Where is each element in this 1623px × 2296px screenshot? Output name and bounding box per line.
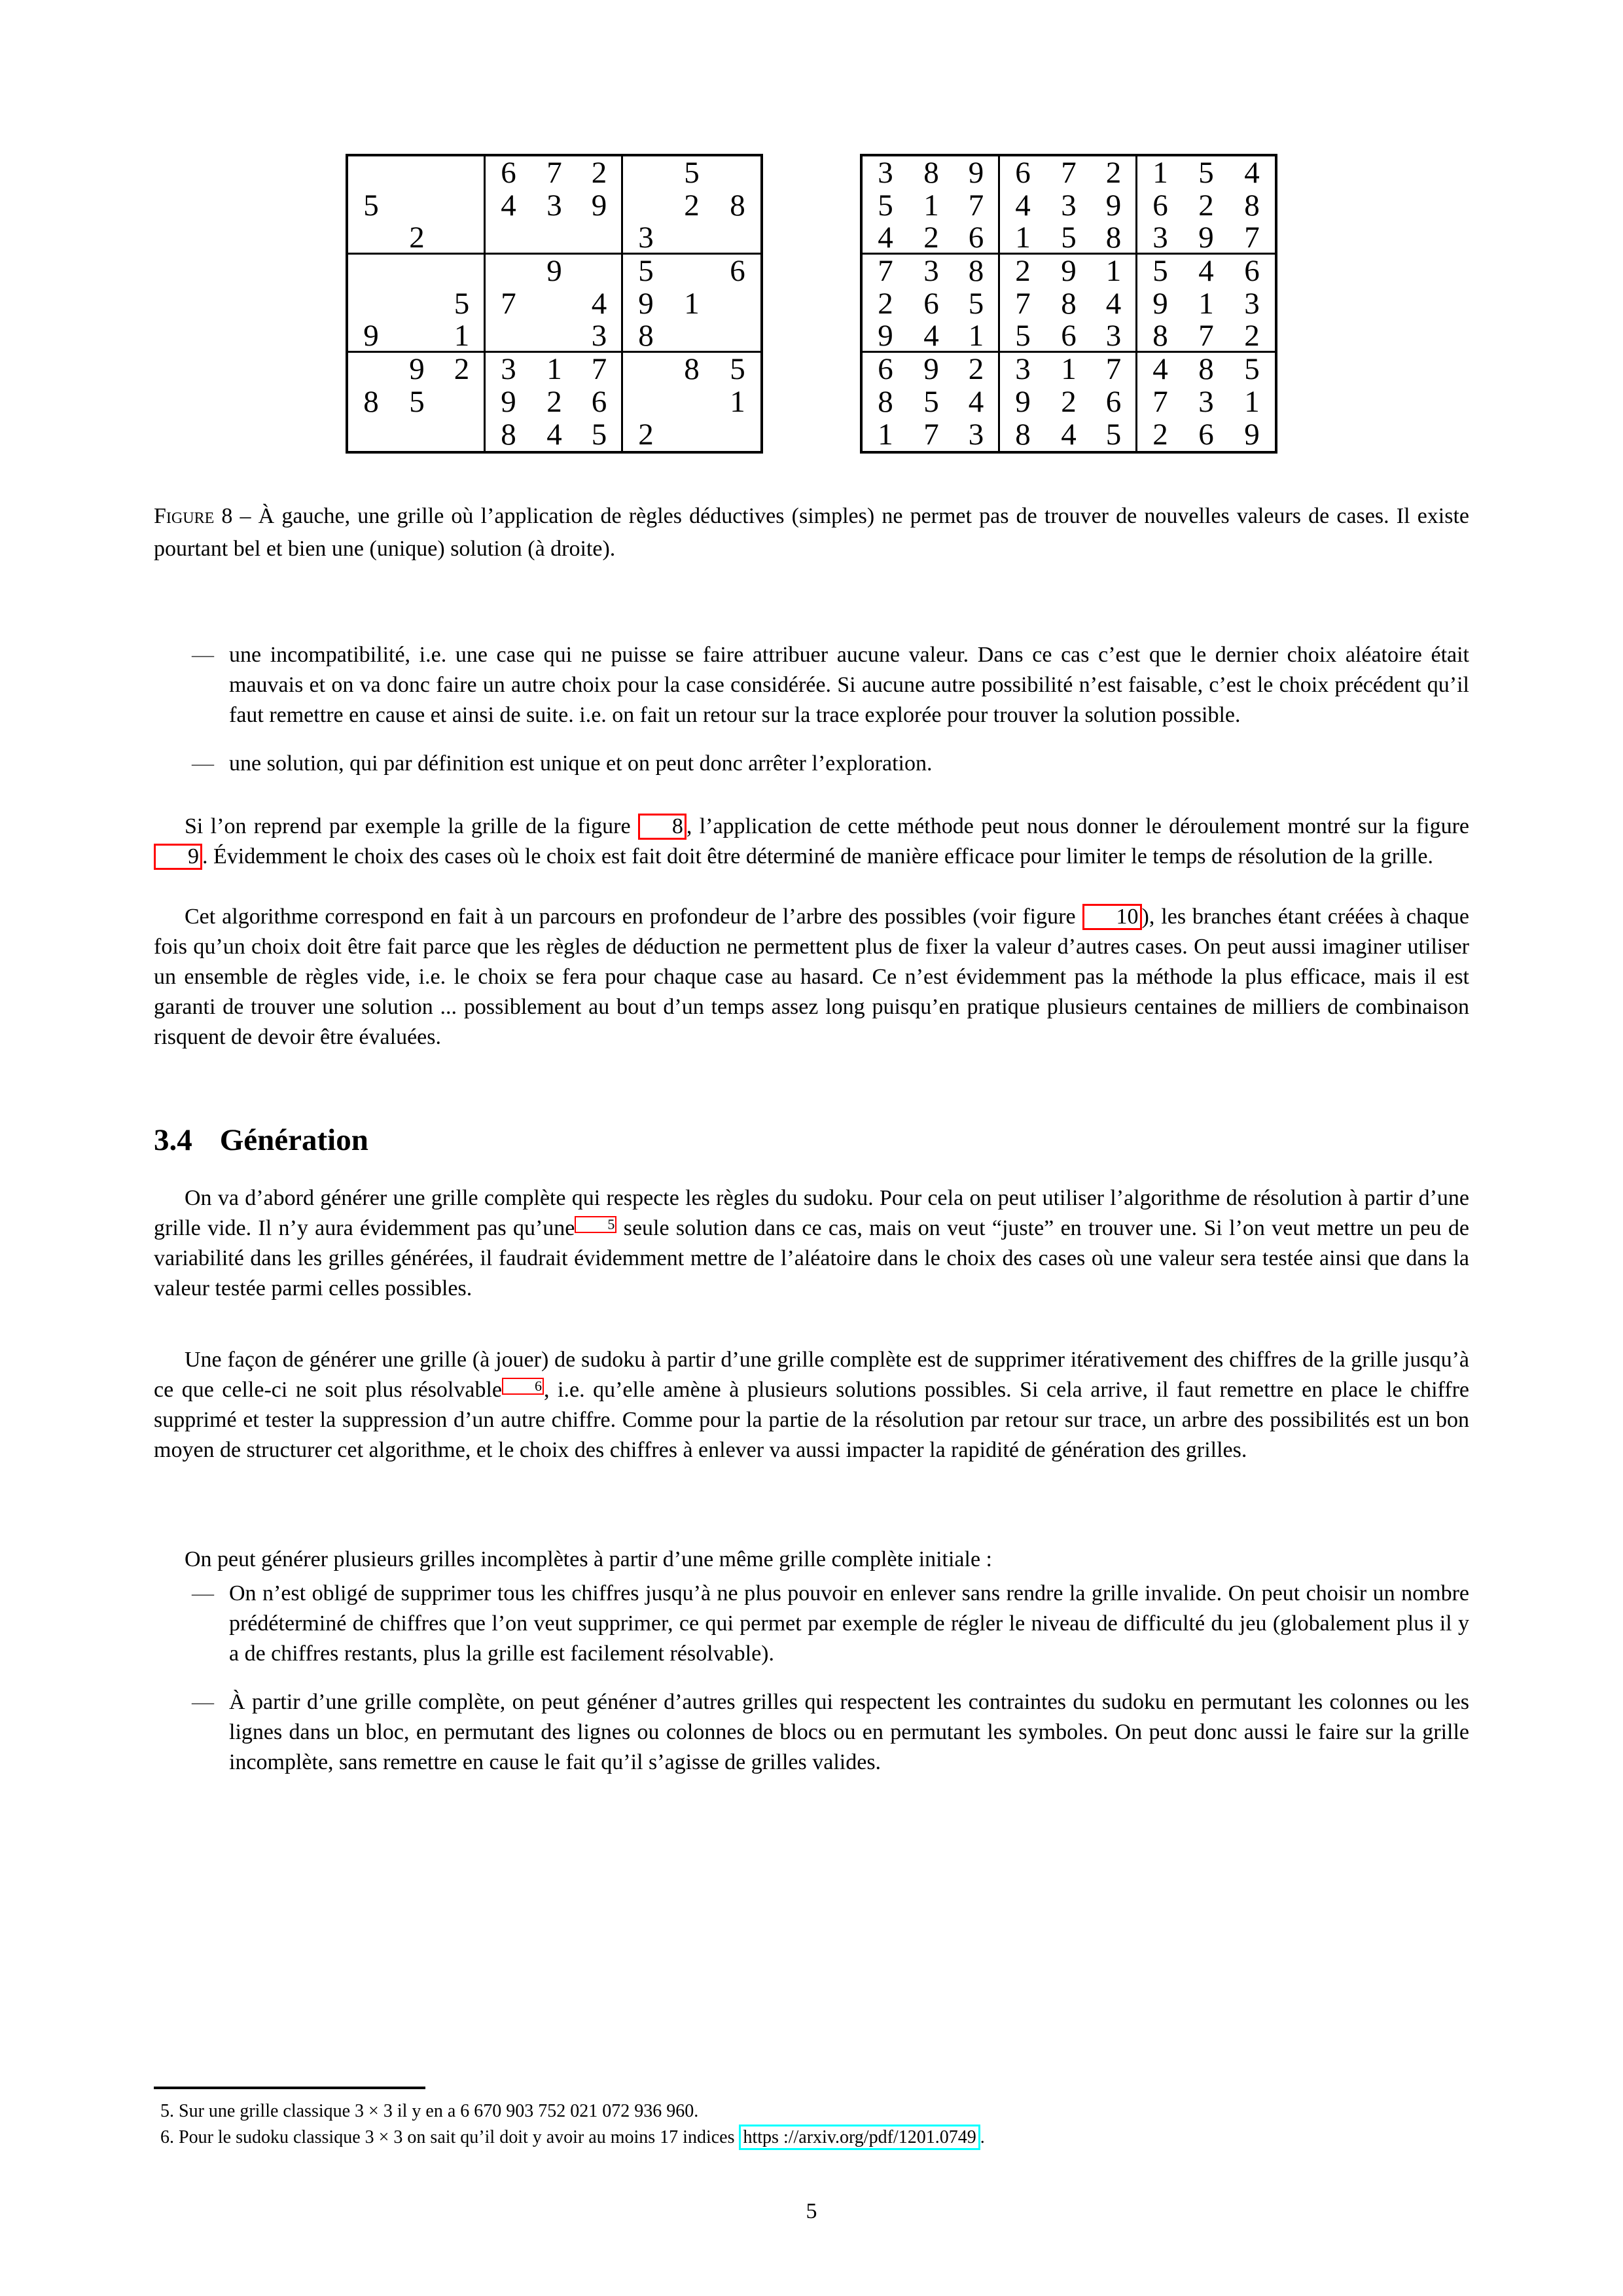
- list-item: [154, 1579, 1469, 1669]
- sudoku-cell: 1: [878, 418, 893, 452]
- sudoku-cell: [440, 255, 486, 287]
- sudoku-cell: 2: [954, 353, 1000, 386]
- sudoku-cell: 6: [1015, 156, 1031, 190]
- figure-caption-text: À gauche, une grille où l’application de règles déductives (simples) ne permet pas de trouver de nouvelles valeurs de cases. Il existe pourtant bel et bien une (unique) solution (à droite).: [154, 504, 1470, 561]
- sudoku-cell: 8: [878, 385, 893, 419]
- paragraph-generation-1: [154, 1183, 1469, 1304]
- footnote-rule: [154, 2087, 425, 2089]
- footnote-text: Sur une grille classique 3 × 3 il y en a 6 670 903 752 021 072 936 960.: [174, 2101, 699, 2121]
- sudoku-cell: [715, 222, 760, 255]
- sudoku-cell: 3: [1015, 352, 1031, 386]
- sudoku-cell: [623, 156, 669, 189]
- sudoku-cell: 5: [440, 287, 486, 320]
- sudoku-cell: [623, 386, 669, 418]
- sudoku-cell: [715, 156, 760, 189]
- sudoku-cell: 4: [501, 188, 516, 223]
- figure-caption: [154, 500, 1469, 565]
- sudoku-cell: 5: [1046, 222, 1092, 255]
- sudoku-cell: 2: [1152, 418, 1168, 452]
- sudoku-cell: 3: [577, 320, 623, 353]
- sudoku-cell: 3: [878, 156, 893, 190]
- sudoku-cell: 9: [954, 156, 1000, 189]
- sudoku-cell: 2: [878, 287, 893, 321]
- list-item: [154, 1687, 1469, 1778]
- section-heading: [154, 1123, 1469, 1157]
- sudoku-cell: 7: [1183, 320, 1229, 353]
- sudoku-cell: 9: [409, 352, 425, 386]
- section-number: 3.4: [154, 1123, 192, 1157]
- sudoku-cell: 9: [923, 352, 939, 386]
- paragraph-text: ), les branches étant créées à chaque fois qu’un choix doit être fait parce que les règles de déduction ne permettent plus de fixer la valeur d’autres cases. On peut aussi imaginer utiliser un ensemble de règles vide, i.e. le choix se fera pour chaque case au hasard. Ce n’est évidemment pas la méthode la plus efficace, mais il est garanti de trouver une solution ... possiblement au bout d’un temps assez long puisqu’en pratique plusieurs centaines de milliers de combinaison risquent de devoir être évaluées.: [154, 905, 1469, 1049]
- sudoku-cell: [348, 418, 394, 451]
- sudoku-cell: 7: [1015, 287, 1031, 321]
- sudoku-cell: 5: [730, 352, 745, 386]
- sudoku-cell: 8: [623, 320, 669, 353]
- paragraph-text: Si l’on reprend par exemple la grille de la figure: [185, 814, 638, 838]
- footnote-number: 5.: [160, 2101, 174, 2121]
- sudoku-cell: 1: [684, 287, 700, 321]
- sudoku-cell: [486, 320, 531, 353]
- sudoku-cell: 4: [954, 386, 1000, 418]
- sudoku-cell: 3: [623, 222, 669, 255]
- sudoku-cell: 8: [1137, 320, 1183, 353]
- sudoku-cell: [394, 255, 440, 287]
- sudoku-cell: 8: [730, 188, 745, 223]
- footnote-6: [154, 2125, 1469, 2151]
- footnote-5-marker-number[interactable]: 5: [575, 1216, 616, 1233]
- sudoku-cell: 9: [1152, 287, 1168, 321]
- sudoku-cell: 3: [1061, 188, 1077, 223]
- sudoku-cell: 7: [1092, 353, 1137, 386]
- sudoku-cell: 1: [1061, 352, 1077, 386]
- list-item: [154, 640, 1469, 730]
- sudoku-cell: 5: [954, 287, 1000, 320]
- sudoku-cell: 6: [1198, 418, 1214, 452]
- section-title: Génération: [219, 1123, 368, 1157]
- sudoku-cell: 3: [1244, 287, 1260, 321]
- sudoku-cell: 2: [1015, 254, 1031, 288]
- sudoku-cell: 4: [1015, 188, 1031, 223]
- sudoku-cell: [394, 287, 440, 320]
- list-item: [154, 749, 1469, 779]
- footnote-number: 6.: [160, 2127, 174, 2147]
- sudoku-cell: 5: [1152, 254, 1168, 288]
- sudoku-cell: 1: [954, 320, 1000, 353]
- sudoku-cell: 4: [577, 287, 623, 320]
- sudoku-cell: 4: [908, 320, 954, 353]
- sudoku-cell: 2: [908, 222, 954, 255]
- sudoku-cell: 6: [1244, 254, 1260, 288]
- sudoku-cell: [440, 222, 486, 255]
- sudoku-cell: 9: [1183, 222, 1229, 255]
- sudoku-cell: 4: [1198, 254, 1214, 288]
- generation-options-list: [154, 1579, 1469, 1778]
- sudoku-cell: 6: [1046, 320, 1092, 353]
- sudoku-cell: 2: [394, 222, 440, 255]
- sudoku-cell: [669, 255, 715, 287]
- list-item-text: une solution, qui par définition est unique et on peut donc arrêter l’exploration.: [229, 751, 933, 776]
- sudoku-cell: [440, 156, 486, 189]
- sudoku-cell: 8: [1244, 188, 1260, 223]
- sudoku-cell: 5: [638, 254, 654, 288]
- sudoku-cell: [394, 418, 440, 451]
- paragraph-generation-2: [154, 1345, 1469, 1465]
- sudoku-cell: 8: [1061, 287, 1077, 321]
- paragraph-text: , i.e. qu’elle amène à plusieurs solutions possibles. Si cela arrive, il faut remettre en place le chiffre supprimé et tester la suppression d’un autre chiffre. Comme pour la partie de la résolution par retour sur trace, un arbre des possibilités est un bon moyen de structurer cet algorithme, et le choix des chiffres à enlever va aussi impacter la rapidité de génération des grilles.: [154, 1378, 1469, 1462]
- sudoku-cell: 5: [684, 156, 700, 190]
- sudoku-cell: 8: [501, 418, 516, 452]
- paragraph-text: Une façon de générer une grille (à jouer) de sudoku à partir d’une grille complète est de supprimer itérativement des chiffres de la grille jusqu’à ce que celle-ci ne soit plus résolvable: [154, 1348, 1469, 1402]
- sudoku-cell: 4: [1092, 287, 1137, 320]
- sudoku-cell: [394, 156, 440, 189]
- sudoku-cell: 8: [684, 352, 700, 386]
- sudoku-cell: [394, 189, 440, 222]
- sudoku-cell: [669, 222, 715, 255]
- sudoku-cell: 1: [546, 352, 562, 386]
- paragraph-reprend: [154, 812, 1469, 872]
- sudoku-cell: 3: [1198, 385, 1214, 419]
- sudoku-cell: 7: [501, 287, 516, 321]
- sudoku-cell: [440, 386, 486, 418]
- sudoku-cell: [486, 222, 531, 255]
- sudoku-cell: [486, 255, 531, 287]
- sudoku-cell: 2: [1198, 188, 1214, 223]
- sudoku-cell: [348, 287, 394, 320]
- sudoku-cell: 6: [1092, 386, 1137, 418]
- sudoku-cell: 7: [546, 156, 562, 190]
- sudoku-cell: 2: [684, 188, 700, 223]
- sudoku-cell: 6: [1152, 188, 1168, 223]
- sudoku-cell: 5: [363, 188, 379, 223]
- paragraph-text: , l’application de cette méthode peut nous donner le déroulement montré sur la figure: [686, 814, 1469, 838]
- sudoku-grid-unsolved: [346, 154, 763, 454]
- sudoku-cell: 3: [1137, 222, 1183, 255]
- sudoku-cell: [715, 320, 760, 353]
- sudoku-cell: 5: [1000, 320, 1046, 353]
- page-number: 5: [806, 2199, 817, 2223]
- sudoku-cell: 1: [1000, 222, 1046, 255]
- sudoku-cell: 9: [1092, 189, 1137, 222]
- paragraph-text: . Évidemment le choix des cases où le choix est fait doit être déterminé de manière efficace pour limiter le temps de résolution de la grille.: [202, 844, 1433, 869]
- sudoku-cell: 3: [954, 418, 1000, 451]
- figure-8-ref-link[interactable]: 8: [638, 814, 687, 840]
- sudoku-cell: [394, 320, 440, 353]
- sudoku-cell: 9: [1061, 254, 1077, 288]
- sudoku-cell: [623, 353, 669, 386]
- sudoku-cell: 4: [1061, 418, 1077, 452]
- paragraph-text: seule solution dans ce cas, mais on veut “juste” en trouver une. Si l’on veut mettre un peu de variabilité dans les grilles générées, il faudrait évidemment mettre de l’aléatoire dans le choix des cases où une valeur sera testée ainsi que dans la valeur testée parmi celles possibles.: [154, 1216, 1469, 1300]
- sudoku-cell: 2: [546, 385, 562, 419]
- sudoku-cell: [531, 222, 577, 255]
- sudoku-cell: 8: [1198, 352, 1214, 386]
- sudoku-cell: 8: [363, 385, 379, 419]
- sudoku-cell: [348, 222, 394, 255]
- sudoku-cell: [531, 320, 577, 353]
- sudoku-cell: 2: [577, 156, 623, 189]
- sudoku-cell: 7: [577, 353, 623, 386]
- sudoku-cell: 1: [730, 385, 745, 419]
- sudoku-cell: [669, 418, 715, 451]
- paragraph-intro-list: On peut générer plusieurs grilles incomplètes à partir d’une même grille complète initiale :: [185, 1547, 992, 1571]
- sudoku-cell: [577, 255, 623, 287]
- figure-10-ref-link[interactable]: 10: [1082, 904, 1142, 930]
- footnote-6-marker-number[interactable]: 6: [502, 1378, 544, 1395]
- sudoku-cell: 3: [1092, 320, 1137, 353]
- sudoku-cell: 9: [1244, 418, 1260, 452]
- arxiv-url-link[interactable]: https ://arxiv.org/pdf/1201.0749: [739, 2125, 980, 2150]
- sudoku-cell: 6: [730, 254, 745, 288]
- sudoku-cell: 9: [546, 254, 562, 288]
- sudoku-cell: 9: [638, 287, 654, 321]
- sudoku-cell: 1: [440, 320, 486, 353]
- sudoku-cell: [348, 353, 394, 386]
- sudoku-cell: 6: [577, 386, 623, 418]
- sudoku-cell: 7: [954, 189, 1000, 222]
- sudoku-cell: 5: [1198, 156, 1214, 190]
- paragraph-text: Cet algorithme correspond en fait à un parcours en profondeur de l’arbre des possibles (voir figure: [185, 905, 1082, 929]
- sudoku-cell: 8: [954, 255, 1000, 287]
- sudoku-cell: [715, 418, 760, 451]
- footnote-text: .: [980, 2127, 985, 2147]
- list-item-text: une incompatibilité, i.e. une case qui ne puisse se faire attribuer aucune valeur. Dans ce cas c’est que le dernier choix aléatoire était mauvais et on va donc faire un autre choix pour la case considérée. Si aucune autre possibilité n’est faisable, c’est le choix précédent qu’il faut remettre en cause et ainsi de suite. i.e. on fait un retour sur la trace explorée pour trouver la solution possible.: [229, 643, 1469, 727]
- paragraph-algorithme: [154, 902, 1469, 1052]
- sudoku-cell: 9: [348, 320, 394, 353]
- sudoku-cell: 7: [878, 254, 893, 288]
- footnotes-block: [154, 2087, 1469, 2151]
- sudoku-cell: 5: [409, 385, 425, 419]
- item-dash: —: [192, 1690, 214, 1714]
- sudoku-cell: 5: [1092, 418, 1137, 451]
- sudoku-cell: 1: [923, 188, 939, 223]
- sudoku-cell: 6: [954, 222, 1000, 255]
- sudoku-cell: 8: [1015, 418, 1031, 452]
- sudoku-cell: 1: [1092, 255, 1137, 287]
- sudoku-cell: 9: [501, 385, 516, 419]
- sudoku-cell: 7: [923, 418, 939, 452]
- sudoku-cell: 4: [1244, 156, 1260, 190]
- sudoku-cell: 6: [501, 156, 516, 190]
- footnote-5-marker[interactable]: [575, 1216, 616, 1232]
- sudoku-cell: 4: [546, 418, 562, 452]
- sudoku-grid-solved: [860, 154, 1277, 454]
- figure-8-grids: [0, 154, 1623, 454]
- footnote-text: Pour le sudoku classique 3 × 3 on sait qu’il doit y avoir au moins 17 indices: [174, 2127, 740, 2147]
- sudoku-cell: 5: [577, 418, 623, 451]
- sudoku-cell: 1: [1244, 385, 1260, 419]
- sudoku-cell: [440, 189, 486, 222]
- sudoku-cell: [715, 287, 760, 320]
- sudoku-cell: 5: [878, 188, 893, 223]
- sudoku-cell: 1: [1152, 156, 1168, 190]
- figure-9-ref-link[interactable]: 9: [154, 844, 202, 870]
- sudoku-cell: 2: [638, 418, 654, 452]
- sudoku-cell: 4: [863, 222, 908, 255]
- sudoku-cell: [348, 156, 394, 189]
- sudoku-cell: 7: [1061, 156, 1077, 190]
- sudoku-cell: 6: [878, 352, 893, 386]
- sudoku-cell: [440, 418, 486, 451]
- sudoku-cell: 5: [1244, 352, 1260, 386]
- sudoku-cell: [669, 320, 715, 353]
- list-item-text: À partir d’une grille complète, on peut généner d’autres grilles qui respectent les contraintes du sudoku en permutant les colonnes ou les lignes dans un bloc, en permutant des lignes ou colonnes de blocs ou en permutant les symboles. On peut donc aussi le faire sur la grille incomplète, sans remettre en cause le fait qu’il s’agisse de grilles valides.: [229, 1690, 1469, 1774]
- sudoku-cell: 3: [501, 352, 516, 386]
- paragraph-text: On va d’abord générer une grille complète qui respecte les règles du sudoku. Pour cela on peut utiliser l’algorithme de résolution à partir d’une grille vide. Il n’y aura évidemment pas qu’une: [154, 1186, 1469, 1240]
- sudoku-cell: 9: [863, 320, 908, 353]
- sudoku-cell: [669, 386, 715, 418]
- list-item-text: On n’est obligé de supprimer tous les chiffres jusqu’à ne plus pouvoir en enlever sans rendre la grille invalide. On peut choisir un nombre prédéterminé de chiffres que l’on veut supprimer, ce qui permet par exemple de régler le niveau de difficulté du jeu (globalement plus il y a de chiffres restants, plus la grille est facilement résolvable).: [229, 1581, 1469, 1666]
- sudoku-cell: 2: [1229, 320, 1275, 353]
- sudoku-cell: 1: [1198, 287, 1214, 321]
- footnote-6-marker[interactable]: [502, 1378, 544, 1394]
- sudoku-cell: 6: [923, 287, 939, 321]
- item-dash: —: [192, 751, 214, 776]
- sudoku-cell: 3: [546, 188, 562, 223]
- sudoku-cell: 9: [1015, 385, 1031, 419]
- sudoku-cell: 8: [1092, 222, 1137, 255]
- sudoku-cell: 3: [923, 254, 939, 288]
- sudoku-cell: 7: [1229, 222, 1275, 255]
- sudoku-cell: 2: [440, 353, 486, 386]
- sudoku-cell: [531, 287, 577, 320]
- item-dash: —: [192, 1581, 214, 1605]
- sudoku-cell: 2: [1061, 385, 1077, 419]
- figure-caption-label: Figure 8 –: [154, 504, 251, 528]
- sudoku-cell: [577, 222, 623, 255]
- sudoku-cell: 8: [923, 156, 939, 190]
- item-dash: —: [192, 643, 214, 667]
- sudoku-cell: [623, 189, 669, 222]
- sudoku-cell: 7: [1152, 385, 1168, 419]
- sudoku-cell: 4: [1152, 352, 1168, 386]
- sudoku-cell: 9: [577, 189, 623, 222]
- backtracking-outcomes-list: [154, 640, 1469, 779]
- sudoku-cell: 5: [923, 385, 939, 419]
- footnote-5: [154, 2098, 1469, 2125]
- sudoku-cell: 2: [1092, 156, 1137, 189]
- sudoku-cell: [348, 255, 394, 287]
